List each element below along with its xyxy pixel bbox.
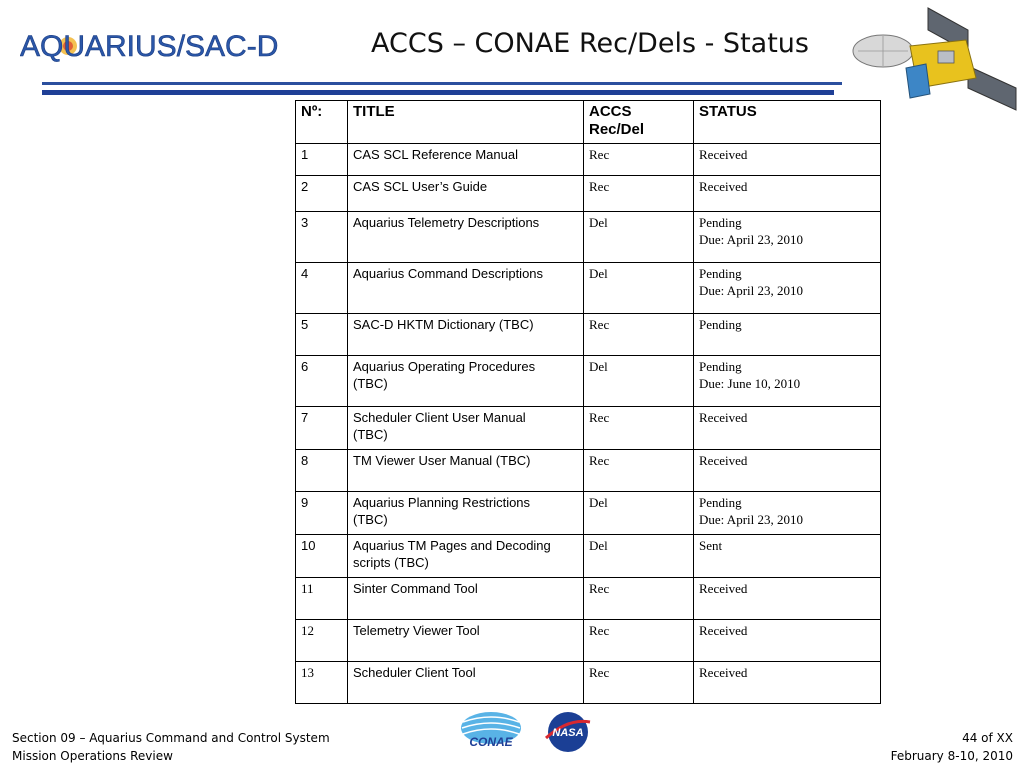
table-row [296,263,881,314]
table-row [296,407,881,450]
row-title-line: Scheduler Client User Manual [353,410,526,425]
aquarius-sac-d-logo [20,26,310,66]
table-row [296,535,881,578]
row-number: 8 [296,450,348,492]
row-status-line: Received [699,623,748,638]
row-title [348,407,584,450]
row-title-line: Telemetry Viewer Tool [353,623,480,638]
row-status-line: Received [699,581,748,596]
row-title [348,450,584,492]
status-table [295,100,881,704]
row-title [348,356,584,407]
row-number: 10 [296,535,348,578]
row-type: Rec [584,407,694,450]
row-title-line: CAS SCL Reference Manual [353,147,518,162]
row-status-line: Received [699,453,748,468]
conae-logo [458,708,524,758]
row-status-line: Due: April 23, 2010 [699,283,803,298]
row-type: Rec [584,144,694,176]
row-type: Del [584,535,694,578]
header-rule-thin [42,82,842,85]
row-type: Rec [584,662,694,704]
table-row [296,662,881,704]
row-title [348,212,584,263]
row-status-line: Pending [699,317,742,332]
row-status [694,492,881,535]
table-row [296,356,881,407]
row-number: 7 [296,407,348,450]
row-type: Del [584,356,694,407]
page-number: 44 of XX [962,731,1013,745]
row-title-line: Aquarius TM Pages and Decoding [353,538,551,553]
header-title: TITLE [348,101,584,144]
footer-left [12,729,330,765]
row-status-line: Due: April 23, 2010 [699,512,803,527]
row-status-line: Received [699,410,748,425]
row-status [694,450,881,492]
row-title-line: Aquarius Operating Procedures [353,359,536,374]
row-type: Del [584,212,694,263]
row-title-line: TM Viewer User Manual (TBC) [353,453,531,468]
header-number: Nº: [296,101,348,144]
row-title-line: Sinter Command Tool [353,581,478,596]
page-title: ACCS – CONAE Rec/Dels - Status [371,28,809,59]
row-status-line: Sent [699,538,723,553]
table-row [296,314,881,356]
row-title-line: Aquarius Command Descriptions [353,266,544,281]
row-type: Rec [584,620,694,662]
row-status-line: Received [699,179,748,194]
row-type: Rec [584,176,694,212]
row-number: 5 [296,314,348,356]
review-date: February 8-10, 2010 [890,749,1013,763]
row-title [348,492,584,535]
row-title-line: CAS SCL User’s Guide [353,179,488,194]
row-status-line: Due: June 10, 2010 [699,376,801,391]
table-row [296,578,881,620]
header-type: ACCS Rec/Del [584,101,694,144]
table-row [296,620,881,662]
table-row [296,450,881,492]
row-title-line: SAC-D HKTM Dictionary (TBC) [353,317,534,332]
row-number: 13 [296,662,348,704]
footer-right [891,729,1013,765]
table-row [296,144,881,176]
row-number: 6 [296,356,348,407]
row-status [694,662,881,704]
svg-text:CONAE: CONAE [469,735,513,749]
row-number: 11 [296,578,348,620]
row-title-line: Aquarius Telemetry Descriptions [353,215,540,230]
row-title [348,314,584,356]
row-status-line: Pending [699,266,742,281]
row-title-line: Aquarius Planning Restrictions [353,495,531,510]
row-number: 2 [296,176,348,212]
row-status-line: Received [699,665,748,680]
header-rule-thick [42,90,834,95]
row-title [348,535,584,578]
row-title [348,578,584,620]
svg-text:NASA: NASA [552,727,584,739]
row-status-line: Due: April 23, 2010 [699,232,803,247]
row-status [694,314,881,356]
row-title [348,176,584,212]
row-title-line: (TBC) [353,512,388,527]
row-title [348,620,584,662]
row-number: 1 [296,144,348,176]
row-title [348,263,584,314]
row-title-line: Scheduler Client Tool [353,665,476,680]
row-type: Rec [584,314,694,356]
row-status-line: Pending [699,495,742,510]
row-status [694,356,881,407]
row-title-line: scripts (TBC) [353,555,429,570]
row-title-line: (TBC) [353,376,388,391]
row-status [694,212,881,263]
row-status [694,263,881,314]
svg-text:AQUARIUS/SAC-D: AQUARIUS/SAC-D [20,30,279,63]
row-status-line: Received [699,147,748,162]
row-status [694,578,881,620]
row-title [348,144,584,176]
row-status-line: Pending [699,359,742,374]
table-row [296,492,881,535]
row-title-line: (TBC) [353,427,388,442]
row-type: Rec [584,450,694,492]
table-row [296,212,881,263]
row-status-line: Pending [699,215,742,230]
row-number: 9 [296,492,348,535]
footer-section: Section 09 – Aquarius Command and Control System [12,731,330,745]
row-number: 12 [296,620,348,662]
row-status [694,620,881,662]
footer-review: Mission Operations Review [12,749,173,763]
row-status [694,144,881,176]
row-title [348,662,584,704]
nasa-logo [542,708,594,756]
header-status: STATUS [694,101,881,144]
row-type: Del [584,492,694,535]
row-number: 4 [296,263,348,314]
table-header-row [296,101,881,144]
row-status [694,535,881,578]
row-type: Rec [584,578,694,620]
row-type: Del [584,263,694,314]
table-row [296,176,881,212]
row-number: 3 [296,212,348,263]
row-status [694,176,881,212]
row-status [694,407,881,450]
